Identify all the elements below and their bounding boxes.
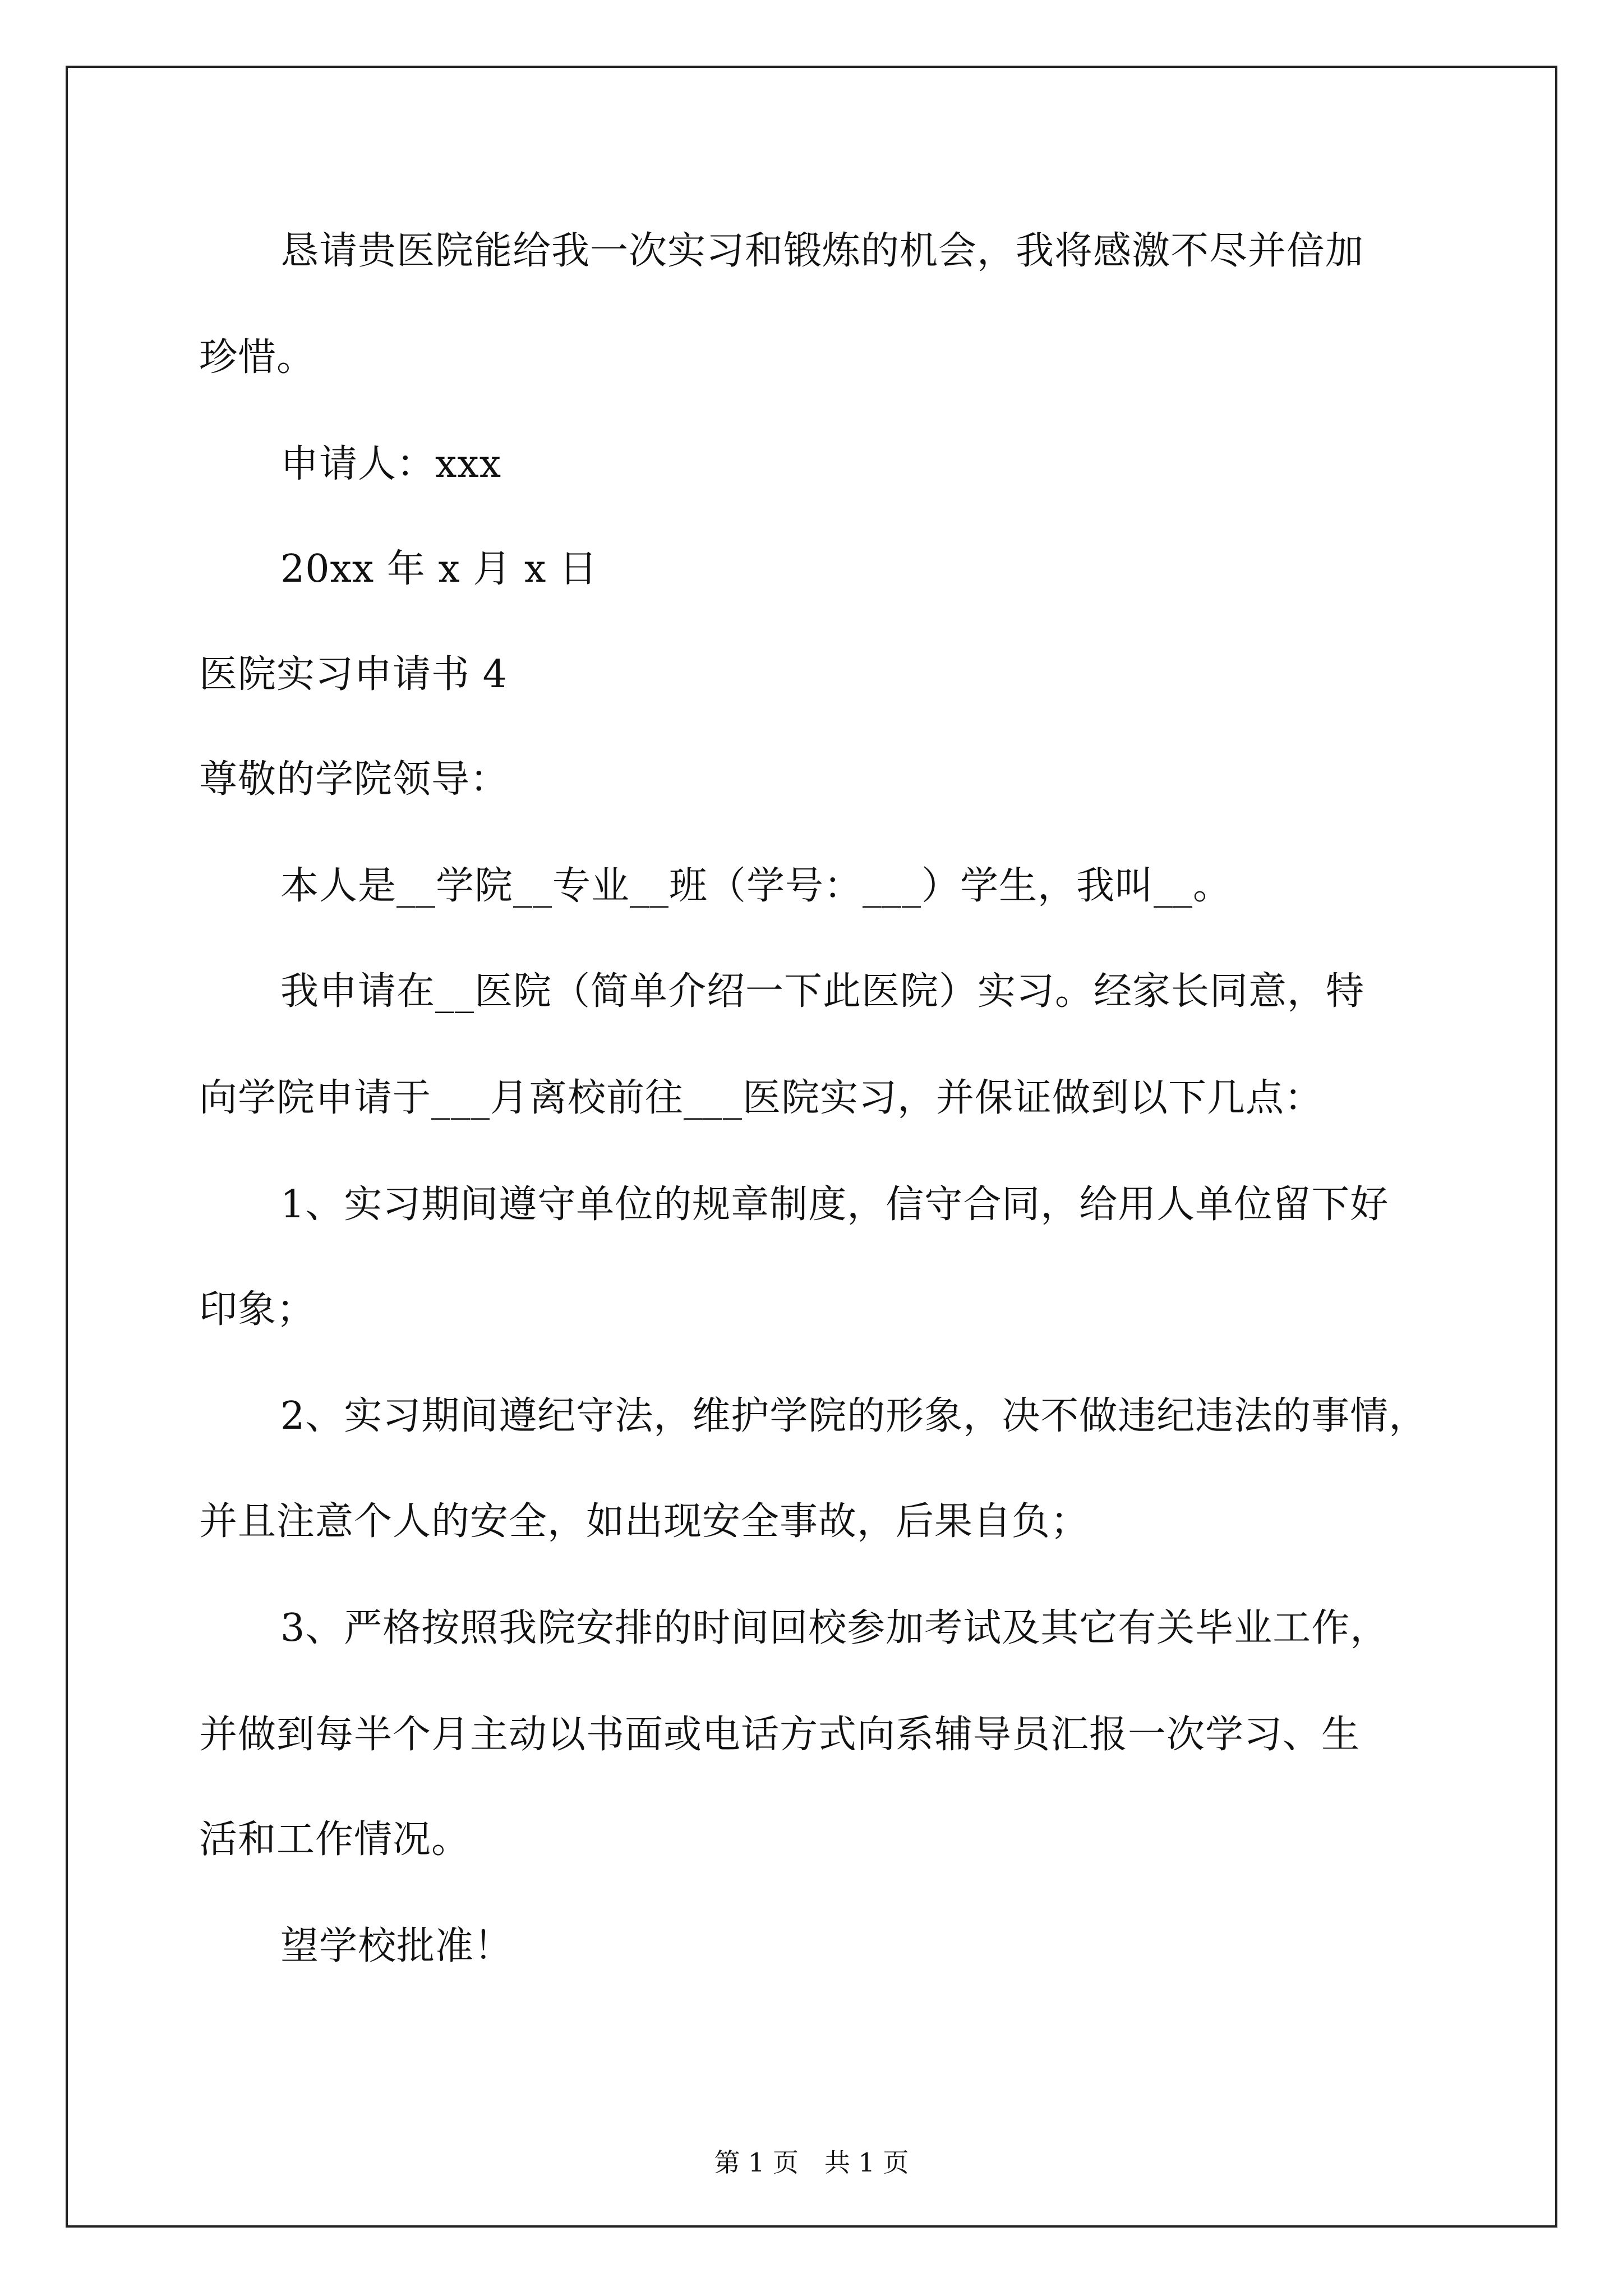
list-item-line: 1、实习期间遵守单位的规章制度，信守合同，给用人单位留下好 (280, 1182, 1389, 1227)
list-item-line: 印象； (199, 1287, 316, 1332)
list-item-line: 3、严格按照我院安排的时间回校参加考试及其它有关毕业工作， (280, 1606, 1389, 1650)
list-item-line: 活和工作情况。 (199, 1818, 471, 1862)
paragraph-line: 向学院申请于___月离校前往___医院实习，并保证做到以下几点： (199, 1076, 1324, 1120)
paragraph-line: 本人是__学院__专业__班（学号：___）学生，我叫__。 (280, 864, 1232, 908)
list-item-line: 并做到每半个月主动以书面或电话方式向系辅导员汇报一次学习、生 (199, 1713, 1361, 1757)
paragraph-line: 恳请贵医院能给我一次实习和锻炼的机会，我将感激不尽并倍加 (280, 229, 1364, 273)
list-item-line: 并且注意个人的安全，如出现安全事故，后果自负； (199, 1499, 1090, 1544)
applicant-signature: 申请人：xxx (280, 442, 502, 486)
list-item-line: 2、实习期间遵纪守法，维护学院的形象，决不做违纪违法的事情， (280, 1394, 1428, 1438)
date-line: 20xx 年 x 月 x 日 (280, 547, 598, 591)
salutation: 尊敬的学院领导： (199, 757, 509, 802)
page-footer: 第 1 页 共 1 页 (714, 2147, 909, 2178)
page-border (66, 66, 1557, 2228)
paragraph-line: 珍惜。 (199, 335, 316, 380)
section-heading: 医院实习申请书 4 (199, 652, 508, 697)
paragraph-line: 我申请在__医院（简单介绍一下此医院）实习。经家长同意，特 (280, 969, 1365, 1014)
closing-line: 望学校批准！ (280, 1924, 513, 1968)
